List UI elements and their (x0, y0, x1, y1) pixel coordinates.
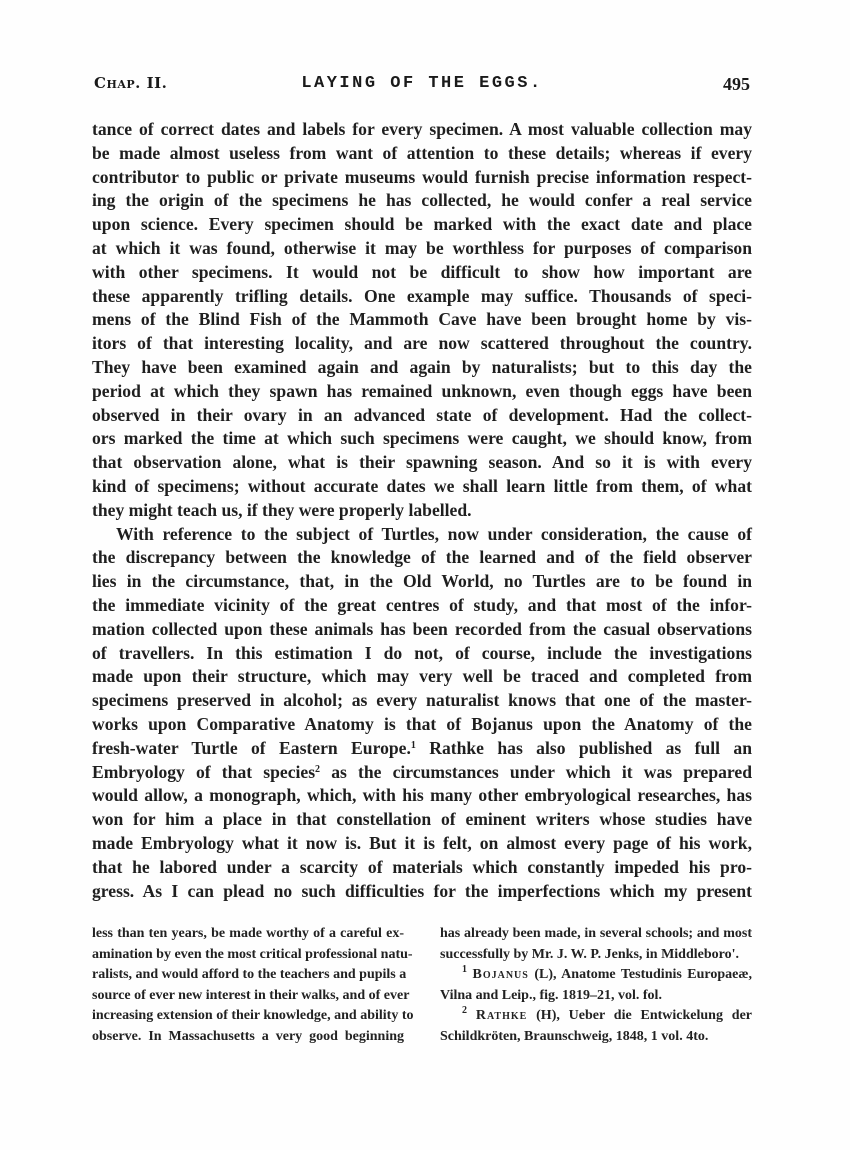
text-line: itors of that interesting locality, and are now scattered throughout the country. (92, 333, 752, 354)
footnote-line: ralists, and would afford to the teachers and pupils a (92, 967, 407, 983)
main-text (92, 118, 752, 903)
text-line: be made almost useless from want of attention to these details; whereas if every (92, 142, 752, 163)
footnote-line: less than ten years, be made worthy of a careful ex- (92, 926, 404, 941)
footnote-marker-2: 2 (462, 1005, 467, 1017)
footnote-author: Bojanus (472, 967, 529, 983)
chapter-label: Chap. II. (94, 74, 168, 92)
text-line: the discrepancy between the knowledge of the learned and of the field observer (92, 547, 752, 568)
footnote-line: successfully by Mr. J. W. P. Jenks, in Middleboro'. (440, 946, 739, 962)
text-line: They have been examined again and again by naturalists; but to this day the (92, 356, 752, 377)
footnote-line: increasing extension of their knowledge, and ability to (92, 1008, 414, 1024)
footnote-line: amination by even the most critical professional natu- (92, 946, 413, 962)
footnote-author: Rathke (475, 1008, 528, 1024)
text-segment: fresh-water Turtle of Eastern Europe. (92, 737, 411, 758)
footnote-marker-1: 1 (462, 964, 467, 976)
text-line: that he labored under a scarcity of materials which constantly impeded his pro- (92, 856, 752, 877)
text-line: gress. As I can plead no such difficulties for the imperfections which my present (92, 880, 752, 901)
text-line: that observation alone, what is their spawning season. And so it is with every (92, 452, 752, 473)
footnote-line: has already been made, in several schools; and most (440, 926, 752, 941)
text-line: observed in their ovary in an advanced state of development. Had the collect- (92, 404, 752, 425)
text-line: these apparently trifling details. One example may suffice. Thousands of speci- (92, 285, 752, 306)
text-line: specimens preserved in alcohol; as every naturalist knows that one of the master- (92, 690, 752, 711)
text-line: they might teach us, if they were properly labelled. (92, 499, 472, 520)
text-line: tance of correct dates and labels for every specimen. A most valuable collection may (92, 119, 752, 139)
text-line: of travellers. In this estimation I do not, of course, include the investigations (92, 642, 752, 663)
footnote-line: Schildkröten, Braunschweig, 1848, 1 vol. 4to. (440, 1028, 709, 1044)
text-line: contributor to public or private museums would furnish precise information respect- (92, 166, 752, 187)
text-line: the immediate vicinity of the great centres of study, and that most of the infor- (92, 594, 752, 615)
text-line: period at which they spawn has remained unknown, even though eggs have been (92, 380, 752, 401)
text-line: mation collected upon these animals has been recorded from the casual observations (92, 618, 752, 639)
text-line-with-footnote-1 (92, 737, 752, 761)
text-line: would allow, a monograph, which, with his many other embryological researches, has (92, 785, 752, 806)
footnote-2 (440, 1006, 752, 1027)
paragraph-start-line: With reference to the subject of Turtles, now under consideration, the cause of (116, 523, 752, 544)
text-line-with-footnote-2 (92, 761, 752, 785)
footnote-column-left (92, 924, 414, 1048)
text-line: with other specimens. It would not be difficult to show how important are (92, 261, 752, 282)
footnote-column-right (440, 924, 752, 1048)
footnote-line: Vilna and Leip., fig. 1819–21, vol. fol. (440, 987, 662, 1003)
text-line: made upon their structure, which may very well be traced and completed from (92, 666, 752, 687)
footnote-citation: (H), Ueber die Entwickelung der (527, 1008, 752, 1024)
footnote-line: observe. In Massachusetts a very good beginning (92, 1028, 404, 1044)
text-line: kind of specimens; without accurate dates we shall learn little from them, of what (92, 475, 752, 496)
text-line: works upon Comparative Anatomy is that of Bojanus upon the Anatomy of the (92, 713, 752, 734)
text-line: ors marked the time at which such specimens were caught, we should know, from (92, 428, 752, 449)
footnote-ref-2[interactable]: 2 (315, 763, 321, 775)
footnote-citation: (L), Anatome Testudinis Europaeæ, (528, 967, 752, 983)
text-segment: as the circumstances under which it was prepared (320, 761, 752, 782)
text-line: ing the origin of the specimens he has collected, he would confer a real service (92, 190, 752, 211)
text-line: lies in the circumstance, that, in the Old World, no Turtles are to be found in (92, 571, 752, 592)
page-number: 495 (723, 74, 750, 94)
running-title: LAYING OF THE EGGS. (301, 74, 543, 93)
text-line: made Embryology what it now is. But it is felt, on almost every page of his work, (92, 832, 752, 853)
footnote-ref-1[interactable]: 1 (410, 739, 416, 751)
running-header (94, 74, 750, 98)
text-segment: Embryology of that species (92, 761, 316, 782)
footnote-1 (440, 965, 752, 986)
text-line: upon science. Every specimen should be marked with the exact date and place (92, 214, 752, 235)
text-segment: Rathke has also published as full an (415, 737, 753, 758)
text-line: mens of the Blind Fish of the Mammoth Cave have been brought home by vis- (92, 309, 752, 330)
text-line: at which it was found, otherwise it may be worthless for purposes of comparison (92, 237, 752, 258)
footnote-line: source of ever new interest in their walks, and of ever (92, 987, 410, 1003)
text-line: won for him a place in that constellation of eminent writers whose studies have (92, 809, 752, 830)
